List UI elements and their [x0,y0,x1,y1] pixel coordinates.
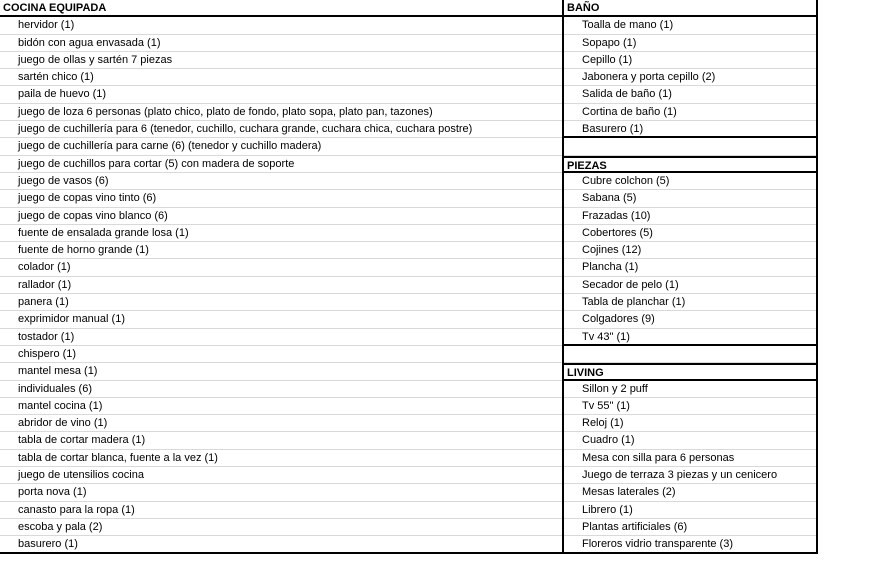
kitchen-item: fuente de horno grande (1) [0,242,562,259]
kitchen-item: paila de huevo (1) [0,86,562,103]
kitchen-item: juego de cuchillería para 6 (tenedor, cuchillo, cuchara grande, cuchara chica, cuchara postre) [0,121,562,138]
bedroom-item: Tv 43" (1) [564,329,816,346]
kitchen-item: bidón con agua envasada (1) [0,35,562,52]
bedroom-item: Cobertores (5) [564,225,816,242]
living-item: Sillon y 2 puff [564,381,816,398]
living-item: Juego de terraza 3 piezas y un cenicero [564,467,816,484]
kitchen-item: juego de loza 6 personas (plato chico, plato de fondo, plato sopa, plato pan, tazones) [0,104,562,121]
bedroom-item: Plancha (1) [564,259,816,276]
bedroom-item: Sabana (5) [564,190,816,207]
kitchen-item: mantel mesa (1) [0,363,562,380]
bedroom-item: Colgadores (9) [564,311,816,328]
bathroom-item: Toalla de mano (1) [564,17,816,34]
living-item: Librero (1) [564,502,816,519]
bathroom-item: Cortina de baño (1) [564,104,816,121]
kitchen-item: juego de vasos (6) [0,173,562,190]
living-item: Tv 55" (1) [564,398,816,415]
kitchen-item: juego de copas vino blanco (6) [0,208,562,225]
bedroom-item: Cubre colchon (5) [564,173,816,190]
kitchen-item: juego de ollas y sartén 7 piezas [0,52,562,69]
kitchen-item: abridor de vino (1) [0,415,562,432]
living-item: Reloj (1) [564,415,816,432]
living-item: Mesa con silla para 6 personas [564,450,816,467]
kitchen-list [0,17,562,553]
living-item: Floreros vidrio transparente (3) [564,536,816,553]
bathroom-list [564,17,816,138]
living-item: Plantas artificiales (6) [564,519,816,536]
kitchen-item: tostador (1) [0,329,562,346]
kitchen-item: tabla de cortar blanca, fuente a la vez (1) [0,450,562,467]
blank-row [564,138,816,155]
kitchen-item: rallador (1) [0,277,562,294]
kitchen-item: juego de cuchillos para cortar (5) con madera de soporte [0,156,562,173]
kitchen-item: tabla de cortar madera (1) [0,432,562,449]
blank-row [564,346,816,363]
kitchen-item: porta nova (1) [0,484,562,501]
bedroom-item: Cojines (12) [564,242,816,259]
rooms-column [564,0,818,554]
bathroom-item: Sopapo (1) [564,35,816,52]
bathroom-item: Jabonera y porta cepillo (2) [564,69,816,86]
kitchen-item: basurero (1) [0,536,562,553]
kitchen-item: colador (1) [0,259,562,276]
kitchen-item: juego de copas vino tinto (6) [0,190,562,207]
kitchen-item: panera (1) [0,294,562,311]
bathroom-header: BAÑO [564,0,816,17]
kitchen-item: canasto para la ropa (1) [0,502,562,519]
kitchen-item: mantel cocina (1) [0,398,562,415]
kitchen-item: escoba y pala (2) [0,519,562,536]
kitchen-item: exprimidor manual (1) [0,311,562,328]
kitchen-item: hervidor (1) [0,17,562,34]
bedroom-item: Tabla de planchar (1) [564,294,816,311]
bathroom-item: Salida de baño (1) [564,86,816,103]
kitchen-item: individuales (6) [0,381,562,398]
kitchen-item: chispero (1) [0,346,562,363]
living-item: Cuadro (1) [564,432,816,449]
living-header: LIVING [564,363,816,380]
kitchen-header: COCINA EQUIPADA [0,0,562,17]
kitchen-item: sartén chico (1) [0,69,562,86]
bedrooms-list [564,173,816,346]
kitchen-item: juego de cuchillería para carne (6) (tenedor y cuchillo madera) [0,138,562,155]
living-list [564,381,816,554]
bedrooms-header: PIEZAS [564,156,816,173]
living-item: Mesas laterales (2) [564,484,816,501]
kitchen-item: fuente de ensalada grande losa (1) [0,225,562,242]
bathroom-item: Basurero (1) [564,121,816,138]
bathroom-item: Cepillo (1) [564,52,816,69]
kitchen-item: juego de utensilios cocina [0,467,562,484]
bedroom-item: Frazadas (10) [564,208,816,225]
bedroom-item: Secador de pelo (1) [564,277,816,294]
